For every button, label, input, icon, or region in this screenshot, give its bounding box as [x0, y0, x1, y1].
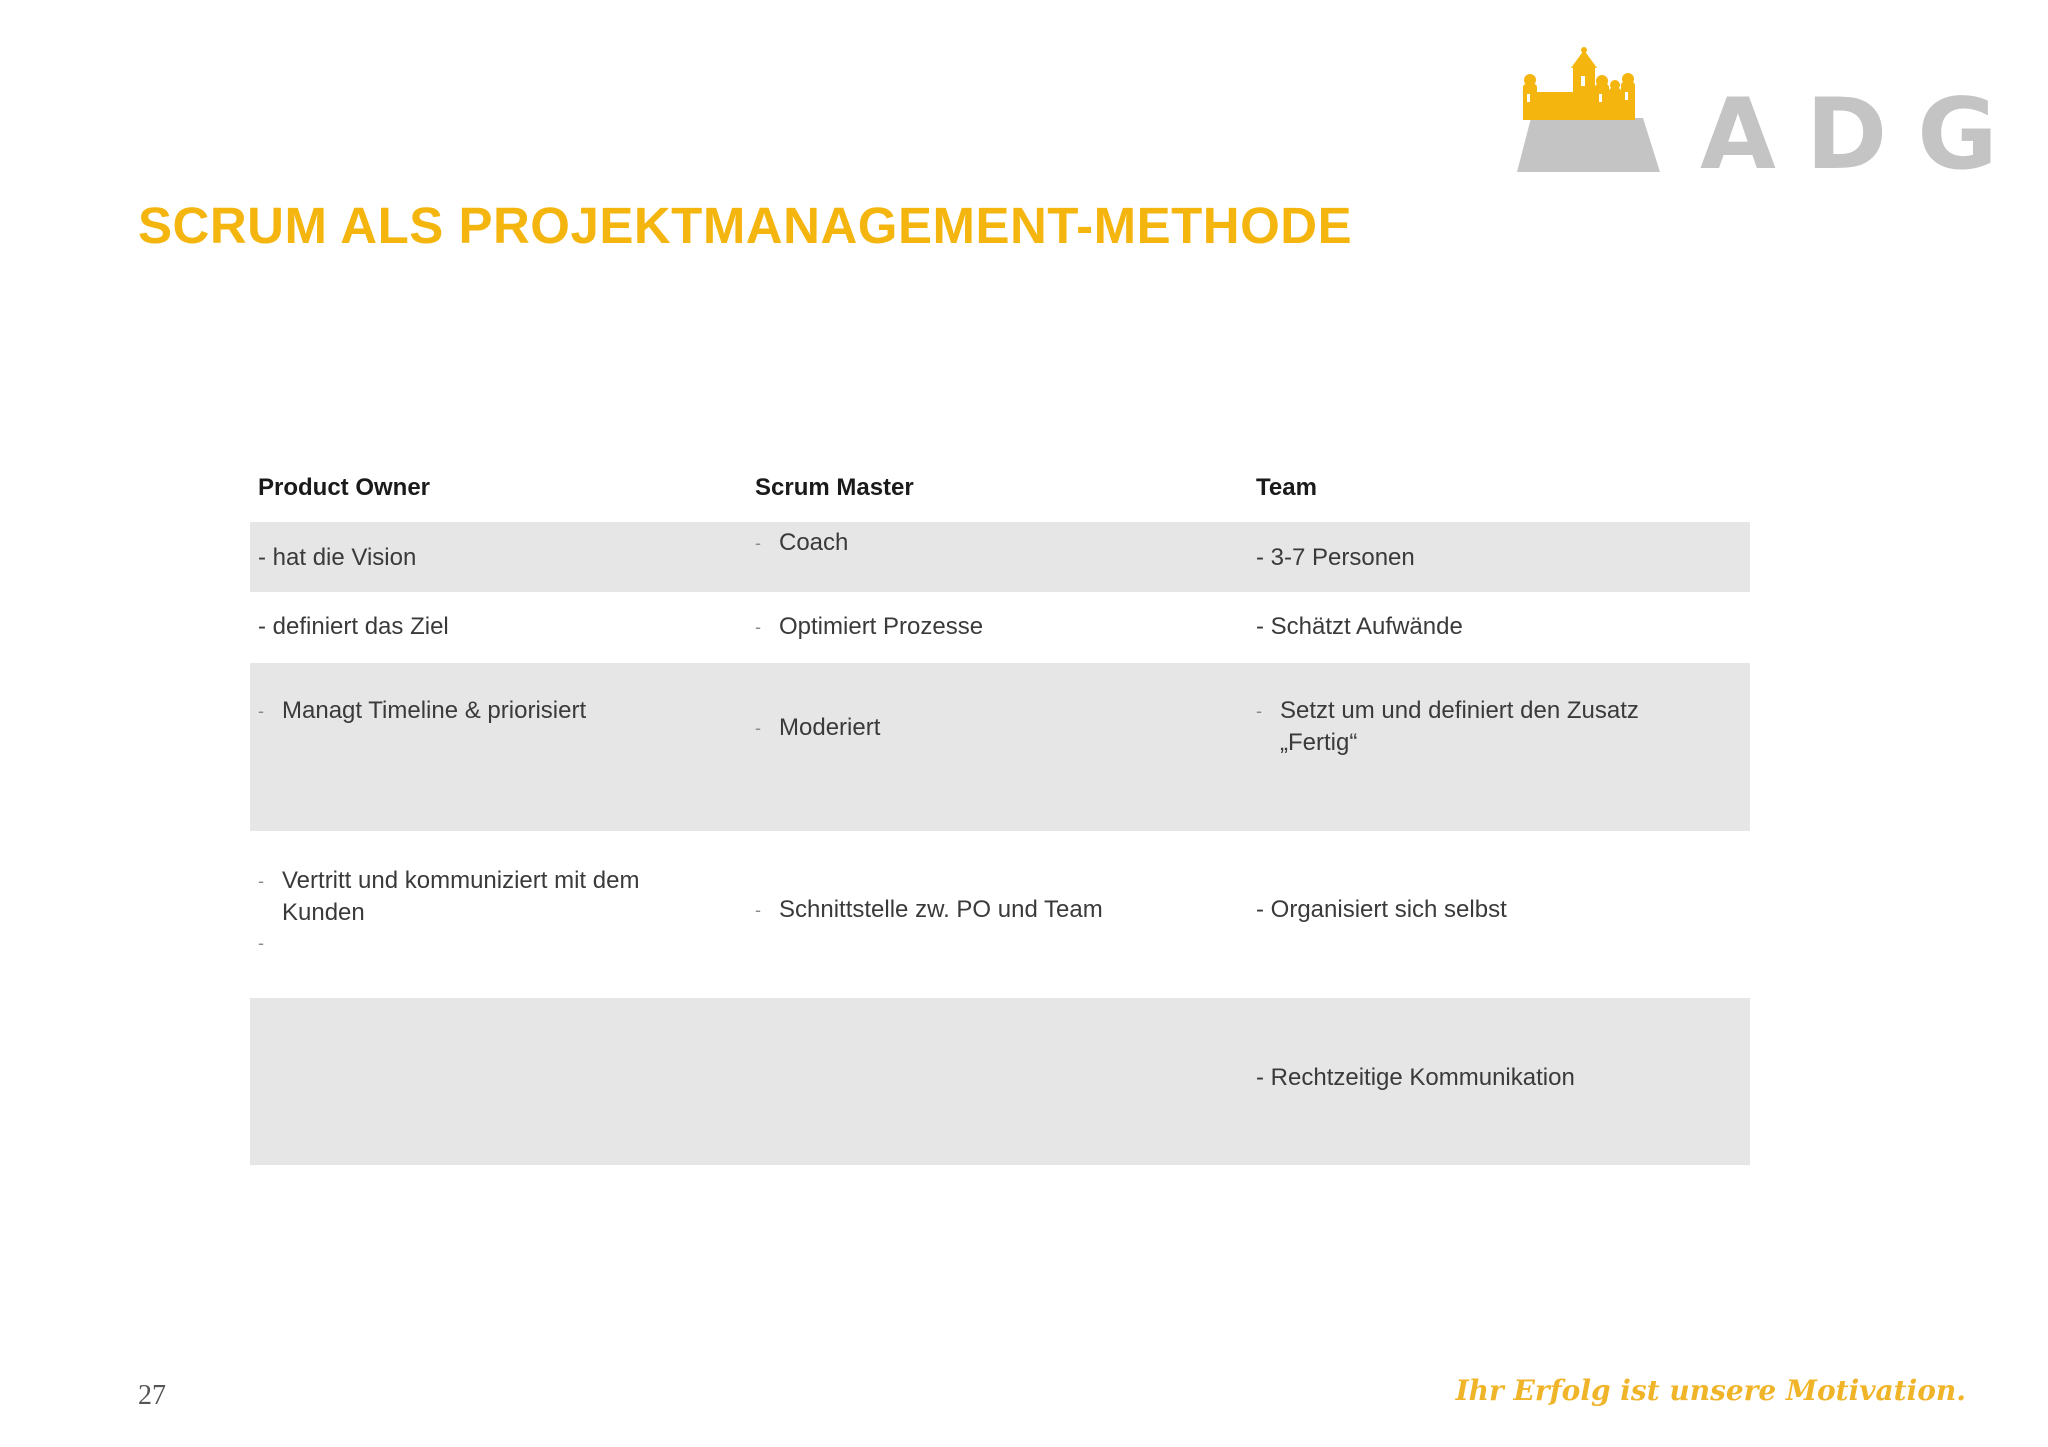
table-cell: - Organisiert sich selbst	[1256, 896, 1507, 923]
bullet-dash: -	[755, 617, 761, 637]
table-row	[250, 663, 1750, 831]
table-cell: - Optimiert Prozesse	[755, 611, 1239, 643]
table-row	[250, 831, 1750, 998]
header-team: Team	[1256, 474, 1317, 501]
table-row	[250, 998, 1750, 1165]
bullet-dash: -	[1256, 701, 1262, 721]
table-cell: - Schnittstelle zw. PO und Team	[755, 894, 1239, 926]
table-cell: - Moderiert	[755, 712, 1239, 744]
table-cell: - definiert das Ziel	[258, 613, 449, 640]
table-cell: - Coach	[755, 527, 1239, 559]
bullet-dash: -	[755, 718, 761, 738]
slogan: Ihr Erfolg ist unsere Motivation.	[1455, 1374, 1966, 1407]
bullet-dash: -	[258, 871, 264, 891]
roles-table	[250, 468, 1750, 1165]
table-row	[250, 592, 1750, 663]
table-cell: - Setzt um und definiert den Zusatz „Fertig“	[1256, 697, 1639, 756]
bullet-dash: -	[258, 701, 264, 721]
header-product-owner: Product Owner	[258, 474, 431, 501]
logo-text: ADG	[1700, 78, 2028, 192]
table-row	[250, 522, 1750, 592]
table-cell: - Rechtzeitige Kommunikation	[1256, 1064, 1575, 1091]
bullet-dash: -	[755, 900, 761, 920]
table-cell: - Schätzt Aufwände	[1256, 613, 1463, 640]
table-cell: - 3-7 Personen	[1256, 544, 1415, 571]
bullet-dash: -	[755, 533, 761, 553]
header-scrum-master: Scrum Master	[755, 474, 914, 501]
table-header	[250, 468, 1750, 522]
bullet-dash: -	[258, 933, 264, 953]
page-number: 27	[138, 1380, 166, 1411]
slide-title: SCRUM ALS PROJEKTMANAGEMENT-METHODE	[138, 197, 1353, 254]
table-cell: - hat die Vision	[258, 544, 417, 571]
table-cell: - Vertritt und kommuniziert mit dem Kunden -	[258, 865, 722, 929]
table-cell: - Managt Timeline & priorisiert	[258, 695, 742, 727]
